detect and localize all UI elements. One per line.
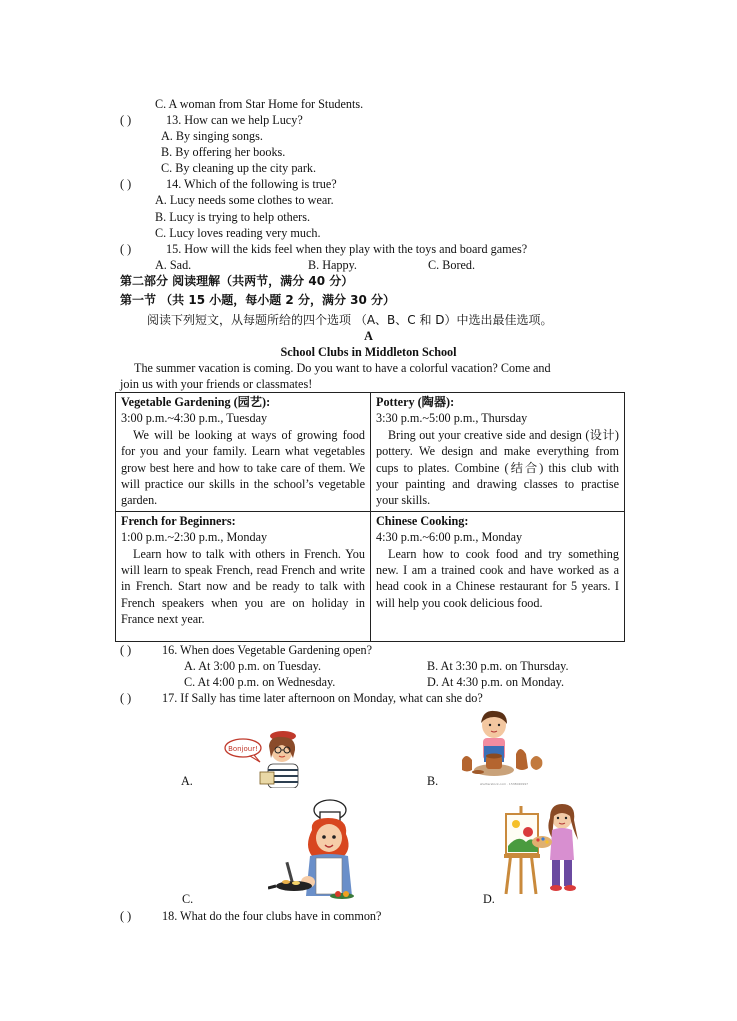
q17-option-a-label[interactable]: A. — [181, 774, 193, 788]
section1-title: 第一节 （共 15 小题，每小题 2 分，满分 30 分） — [120, 293, 395, 307]
q14-option-c: C. Lucy loves reading very much. — [155, 226, 321, 240]
club-title: Pottery (陶器): — [376, 395, 455, 409]
french-speaker-image[interactable] — [222, 728, 312, 788]
q13-option-c: C. By cleaning up the city park. — [161, 161, 317, 175]
q15-text: 15. How will the kids feel when they play with the toys and board games? — [166, 242, 528, 256]
q17-option-d-label[interactable]: D. — [483, 892, 495, 906]
club-description: Learn how to talk with others in French. You will learn to speak French, read French and write in French. Start now and be ready to talk with French speakers when you are on holiday in France next year. — [121, 546, 365, 627]
passage-intro-line1: The summer vacation is coming. Do you want to have a colorful vacation? Come and — [134, 361, 551, 375]
q17-option-b-label[interactable]: B. — [427, 774, 439, 788]
club-title: Chinese Cooking: — [376, 513, 469, 528]
club-time: 4:30 p.m.~6:00 p.m., Monday — [376, 530, 523, 545]
q16-option-b: B. At 3:30 p.m. on Thursday. — [427, 659, 569, 673]
q13-stem — [120, 112, 303, 128]
club-title: Vegetable Gardening (园艺): — [121, 395, 271, 409]
speech-bubble-text: Bonjour! — [228, 745, 258, 753]
q16-option-d: D. At 4:30 p.m. on Monday. — [427, 675, 564, 689]
club-cell-pottery — [371, 393, 625, 512]
club-description: We will be looking at ways of growing food for you and your family. Learn what vegetables grow best here and how to take care of them. We will practice our skills in the school’s vegetable garden. — [121, 427, 365, 508]
q16-option-a: A. At 3:00 p.m. on Tuesday. — [184, 659, 322, 673]
answer-blank[interactable]: ( ) — [120, 113, 132, 127]
q17-option-c-label[interactable]: C. — [182, 892, 194, 906]
q17-stem — [120, 690, 483, 706]
club-time: 1:00 p.m.~2:30 p.m., Monday — [121, 530, 268, 545]
q15-option-b: B. Happy. — [308, 258, 357, 272]
club-time: 3:00 p.m.~4:30 p.m., Tuesday — [121, 411, 268, 426]
q14-option-b: B. Lucy is trying to help others. — [155, 210, 311, 224]
passage-letter: A — [364, 329, 373, 343]
cooking-girl-image[interactable] — [268, 796, 368, 904]
q15-stem — [120, 241, 527, 257]
q14-option-a: A. Lucy needs some clothes to wear. — [155, 193, 334, 207]
club-description: Bring out your creative side and design (设计) pottery. We design and make everything from cups to plates. Combine (结合) this club with your painting and drawing classes to practise your skills. — [376, 427, 619, 508]
q12-option-c: C. A woman from Star Home for Students. — [155, 97, 364, 111]
answer-blank[interactable]: ( ) — [120, 909, 132, 923]
club-cell-gardening — [116, 393, 371, 512]
club-cell-cooking — [371, 511, 625, 641]
q14-text: 14. Which of the following is true? — [166, 177, 337, 191]
answer-blank[interactable]: ( ) — [120, 643, 132, 657]
instruction-text: 阅读下列短文，从每题所给的四个选项 （A、B、C 和 D）中选出最佳选项。 — [147, 313, 553, 327]
clubs-table — [115, 392, 625, 642]
q17-text: 17. If Sally has time later afternoon on Monday, what can she do? — [162, 691, 483, 705]
q13-option-b: B. By offering her books. — [161, 145, 286, 159]
passage-intro-line2: join us with your friends or classmates! — [120, 377, 313, 391]
q13-option-a: A. By singing songs. — [161, 129, 263, 143]
club-title: French for Beginners: — [121, 513, 236, 528]
q18-text: 18. What do the four clubs have in common? — [162, 909, 382, 923]
q13-text: 13. How can we help Lucy? — [166, 113, 303, 127]
club-description: Learn how to cook food and try something new. I am a trained cook and have worked as a head cook in a Chinese restaurant for 5 years. I will help you cook delicious food. — [376, 546, 619, 610]
q16-text: 16. When does Vegetable Gardening open? — [162, 643, 373, 657]
passage-title: School Clubs in Middleton School — [280, 345, 457, 359]
answer-blank[interactable]: ( ) — [120, 691, 132, 705]
answer-blank[interactable]: ( ) — [120, 177, 132, 191]
q16-stem — [120, 642, 372, 658]
club-time: 3:30 p.m.~5:00 p.m., Thursday — [376, 411, 528, 426]
club-cell-french — [116, 511, 371, 641]
svg-text:shutterstock.com · 1538020997: shutterstock.com · 1538020997 — [479, 782, 529, 786]
q16-option-c: C. At 4:00 p.m. on Wednesday. — [184, 675, 336, 689]
q15-option-a: A. Sad. — [155, 258, 192, 272]
q18-stem — [120, 908, 381, 924]
q15-option-c: C. Bored. — [428, 258, 476, 272]
answer-blank[interactable]: ( ) — [120, 242, 132, 256]
pottery-girl-image[interactable] — [456, 708, 552, 788]
part2-title: 第二部分 阅读理解（共两节，满分 40 分） — [120, 274, 354, 288]
painting-girl-image[interactable] — [500, 798, 588, 898]
q14-stem — [120, 176, 337, 192]
